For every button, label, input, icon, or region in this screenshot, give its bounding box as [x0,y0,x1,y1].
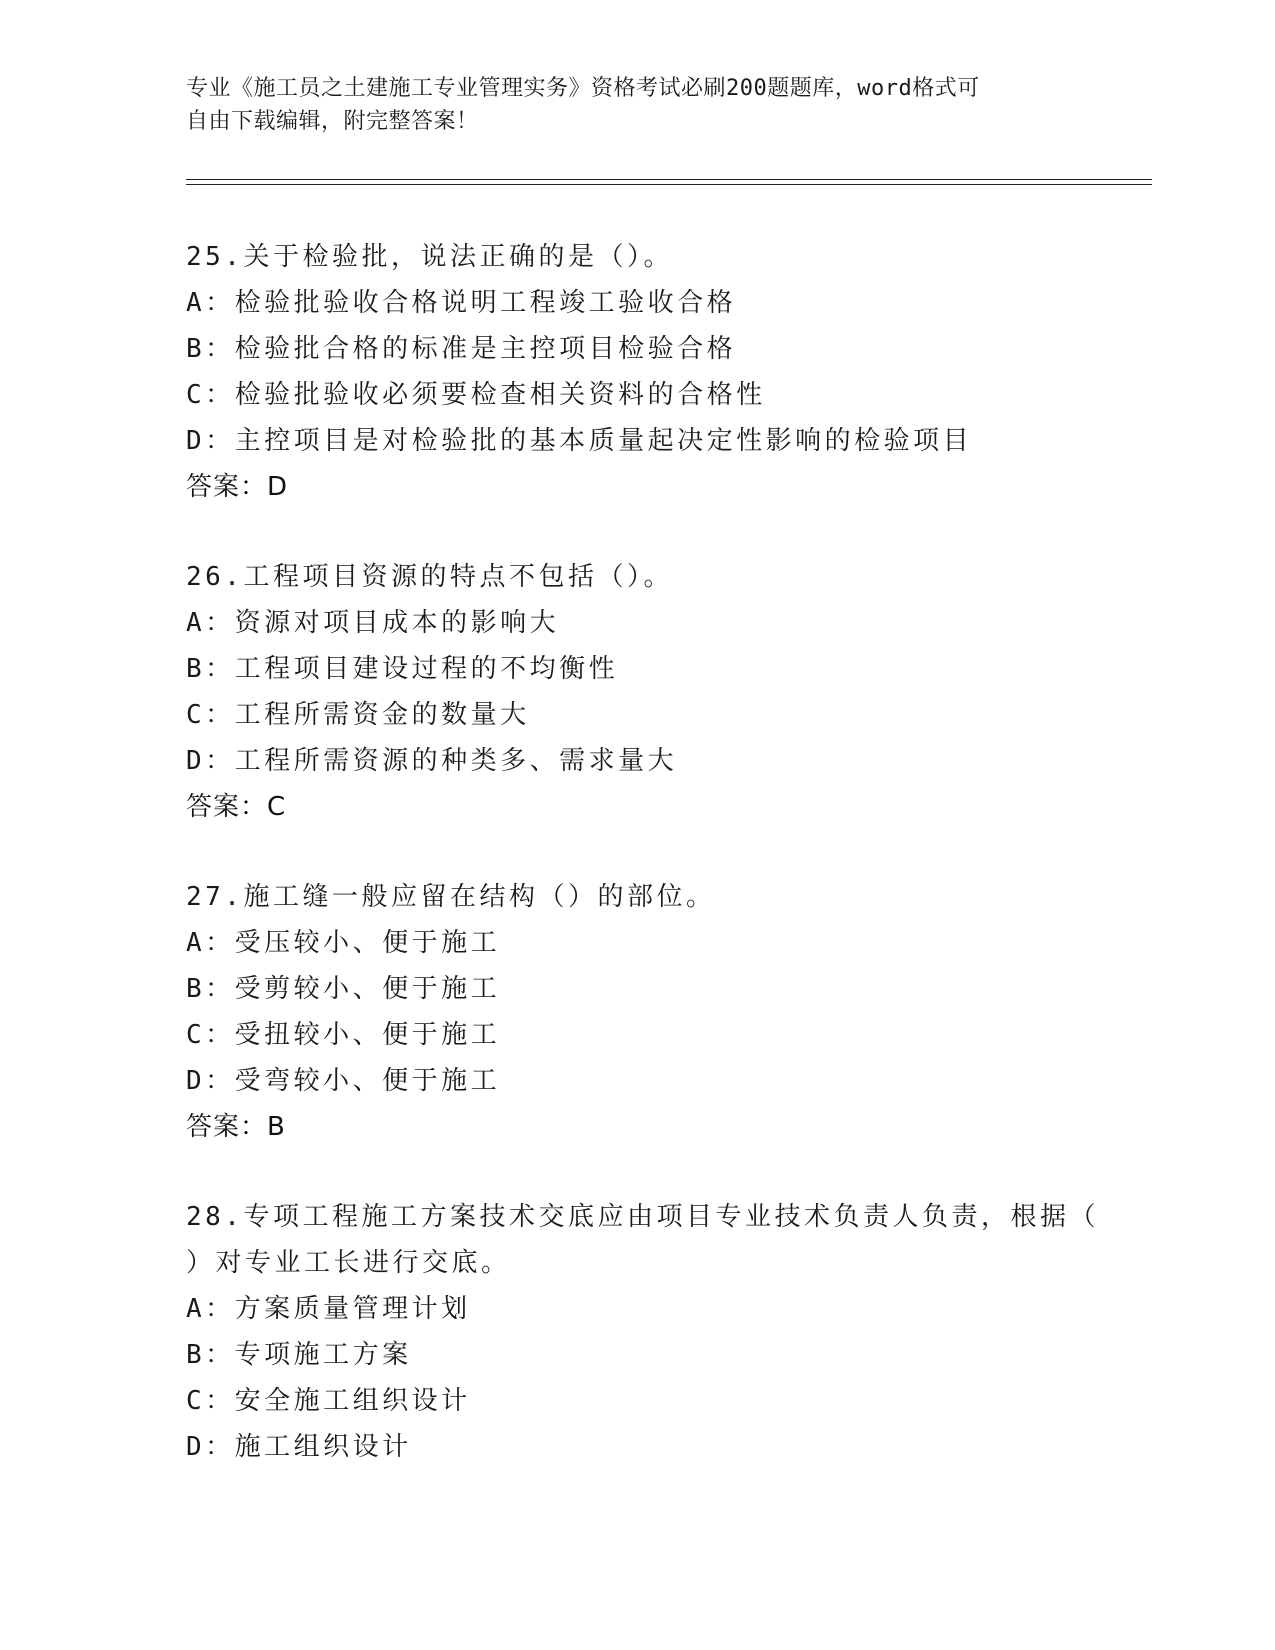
option-d: D：受弯较小、便于施工 [186,1066,501,1096]
header-divider-bottom [186,184,1152,185]
question-stem-line-1: 28.专项工程施工方案技术交底应由项目专业技术负责人负责，根据（ [186,1202,1099,1232]
header-line-1: 专业《施工员之土建施工专业管理实务》资格考试必刷200题题库，word格式可 [186,76,980,101]
option-a: A：受压较小、便于施工 [186,928,501,958]
option-c: C：安全施工组织设计 [186,1386,471,1416]
option-d: D：主控项目是对检验批的基本质量起决定性影响的检验项目 [186,426,973,456]
answer-label: 答案：C [186,792,287,822]
question-stem-line-2: ）对专业工长进行交底。 [186,1248,511,1278]
answer-label: 答案：D [186,472,289,502]
header-line-2: 自由下载编辑，附完整答案！ [186,109,479,134]
question-26 [186,554,1152,830]
option-a: A：检验批验收合格说明工程竣工验收合格 [186,288,737,318]
option-c: C：受扭较小、便于施工 [186,1020,501,1050]
option-c: C：检验批验收必须要检查相关资料的合格性 [186,380,766,410]
option-d: D：工程所需资源的种类多、需求量大 [186,746,678,776]
option-b: B：专项施工方案 [186,1340,412,1370]
option-c: C：工程所需资金的数量大 [186,700,530,730]
option-b: B：工程项目建设过程的不均衡性 [186,654,619,684]
question-25 [186,234,1152,510]
option-d: D：施工组织设计 [186,1432,412,1462]
option-b: B：检验批合格的标准是主控项目检验合格 [186,334,737,364]
question-stem: 26.工程项目资源的特点不包括（）。 [186,562,673,592]
option-a: A：资源对项目成本的影响大 [186,608,560,638]
option-a: A：方案质量管理计划 [186,1294,471,1324]
question-list [186,234,1152,1514]
header-divider-top [186,179,1152,180]
question-stem: 25.关于检验批，说法正确的是（）。 [186,242,673,272]
question-28 [186,1194,1152,1470]
question-27 [186,874,1152,1150]
answer-label: 答案：B [186,1112,286,1142]
option-b: B：受剪较小、便于施工 [186,974,501,1004]
document-header [186,72,1086,138]
question-stem: 27.施工缝一般应留在结构（）的部位。 [186,882,716,912]
